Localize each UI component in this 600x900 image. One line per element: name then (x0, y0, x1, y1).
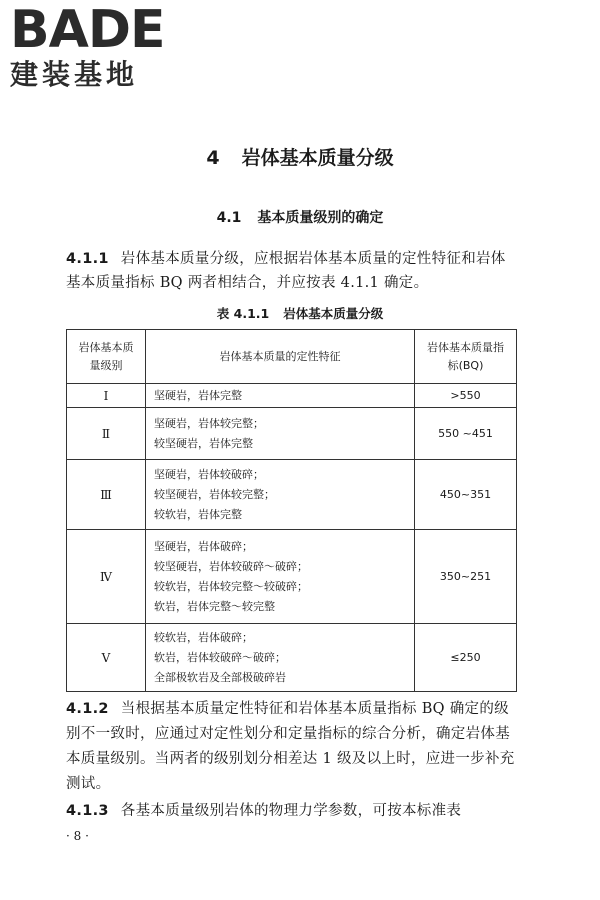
features-cell (146, 460, 415, 530)
features-cell (146, 408, 415, 460)
bq-cell: >550 (415, 384, 517, 408)
section-title: 基本质量级别的确定 (257, 210, 384, 226)
brand-logo (10, 0, 180, 92)
table-header-row (67, 330, 517, 384)
feature-line: 较坚硬岩，岩体较破碎～破碎； (154, 559, 308, 573)
logo-wordmark: BADE (10, 0, 165, 60)
feature-line: 坚硬岩，岩体较破碎； (154, 467, 264, 481)
features-cell (146, 624, 415, 692)
table-row (67, 624, 517, 692)
header-bq: 岩体基本质量指标(BQ) (415, 330, 517, 384)
bq-cell: 350~251 (415, 530, 517, 624)
grade-cell: Ⅴ (67, 624, 146, 692)
grade-cell: Ⅲ (67, 460, 146, 530)
feature-line: 坚硬岩，岩体完整 (154, 388, 242, 402)
table-row (67, 384, 517, 408)
logo-subtitle: 建装基地 (10, 58, 139, 91)
table-title: 岩体基本质量分级 (283, 306, 384, 321)
header-grade: 岩体基本质量级别 (67, 330, 146, 384)
chapter-heading (0, 143, 600, 170)
grade-cell: Ⅱ (67, 408, 146, 460)
table-row (67, 460, 517, 530)
header-features: 岩体基本质量的定性特征 (146, 330, 415, 384)
table-row (67, 530, 517, 624)
feature-line: 坚硬岩，岩体较完整； (154, 416, 264, 430)
clause-4-1-1 (66, 247, 516, 295)
section-heading (0, 207, 600, 227)
grade-cell: Ⅳ (67, 530, 146, 624)
clause-text: 当根据基本质量定性特征和岩体基本质量指标 BQ 确定的级别不一致时，应通过对定性划分和定量指标的综合分析，确定岩体基本质量级别。当两者的级别划分相差达 1 级及以上时，应进一步补充测试。 (66, 701, 515, 792)
chapter-title: 岩体基本质量分级 (241, 147, 394, 169)
chapter-number: 4 (206, 147, 220, 169)
clause-4-1-2 (66, 697, 516, 797)
clause-number: 4.1.2 (66, 701, 109, 717)
feature-line: 较软岩，岩体较完整～较破碎； (154, 579, 308, 593)
clause-number: 4.1.1 (66, 251, 109, 267)
feature-line: 软岩，岩体较破碎～破碎； (154, 650, 286, 664)
grade-cell: Ⅰ (67, 384, 146, 408)
table-number: 表 4.1.1 (216, 306, 270, 321)
feature-line: 全部极软岩及全部极破碎岩 (154, 670, 286, 684)
table-caption (0, 304, 600, 322)
table-row (67, 408, 517, 460)
feature-line: 坚硬岩，岩体破碎； (154, 539, 253, 553)
bq-cell: ≤250 (415, 624, 517, 692)
feature-line: 软岩，岩体完整～较完整 (154, 599, 275, 613)
rock-quality-table (66, 329, 517, 692)
page-number: · 8 · (66, 829, 89, 843)
bq-cell: 550 ~451 (415, 408, 517, 460)
feature-line: 较坚硬岩，岩体完整 (154, 436, 253, 450)
features-cell (146, 384, 415, 408)
section-number: 4.1 (216, 210, 242, 226)
clause-text: 各基本质量级别岩体的物理力学参数，可按本标准表 (120, 803, 462, 819)
feature-line: 较坚硬岩，岩体较完整； (154, 487, 275, 501)
bq-cell: 450~351 (415, 460, 517, 530)
clause-number: 4.1.3 (66, 803, 109, 819)
clause-4-1-3 (66, 799, 516, 823)
clause-text: 岩体基本质量分级，应根据岩体基本质量的定性特征和岩体基本质量指标 BQ 两者相结合，并应按表 4.1.1 确定。 (66, 251, 506, 291)
feature-line: 较软岩，岩体完整 (154, 507, 242, 521)
feature-line: 较软岩，岩体破碎； (154, 630, 253, 644)
features-cell (146, 530, 415, 624)
